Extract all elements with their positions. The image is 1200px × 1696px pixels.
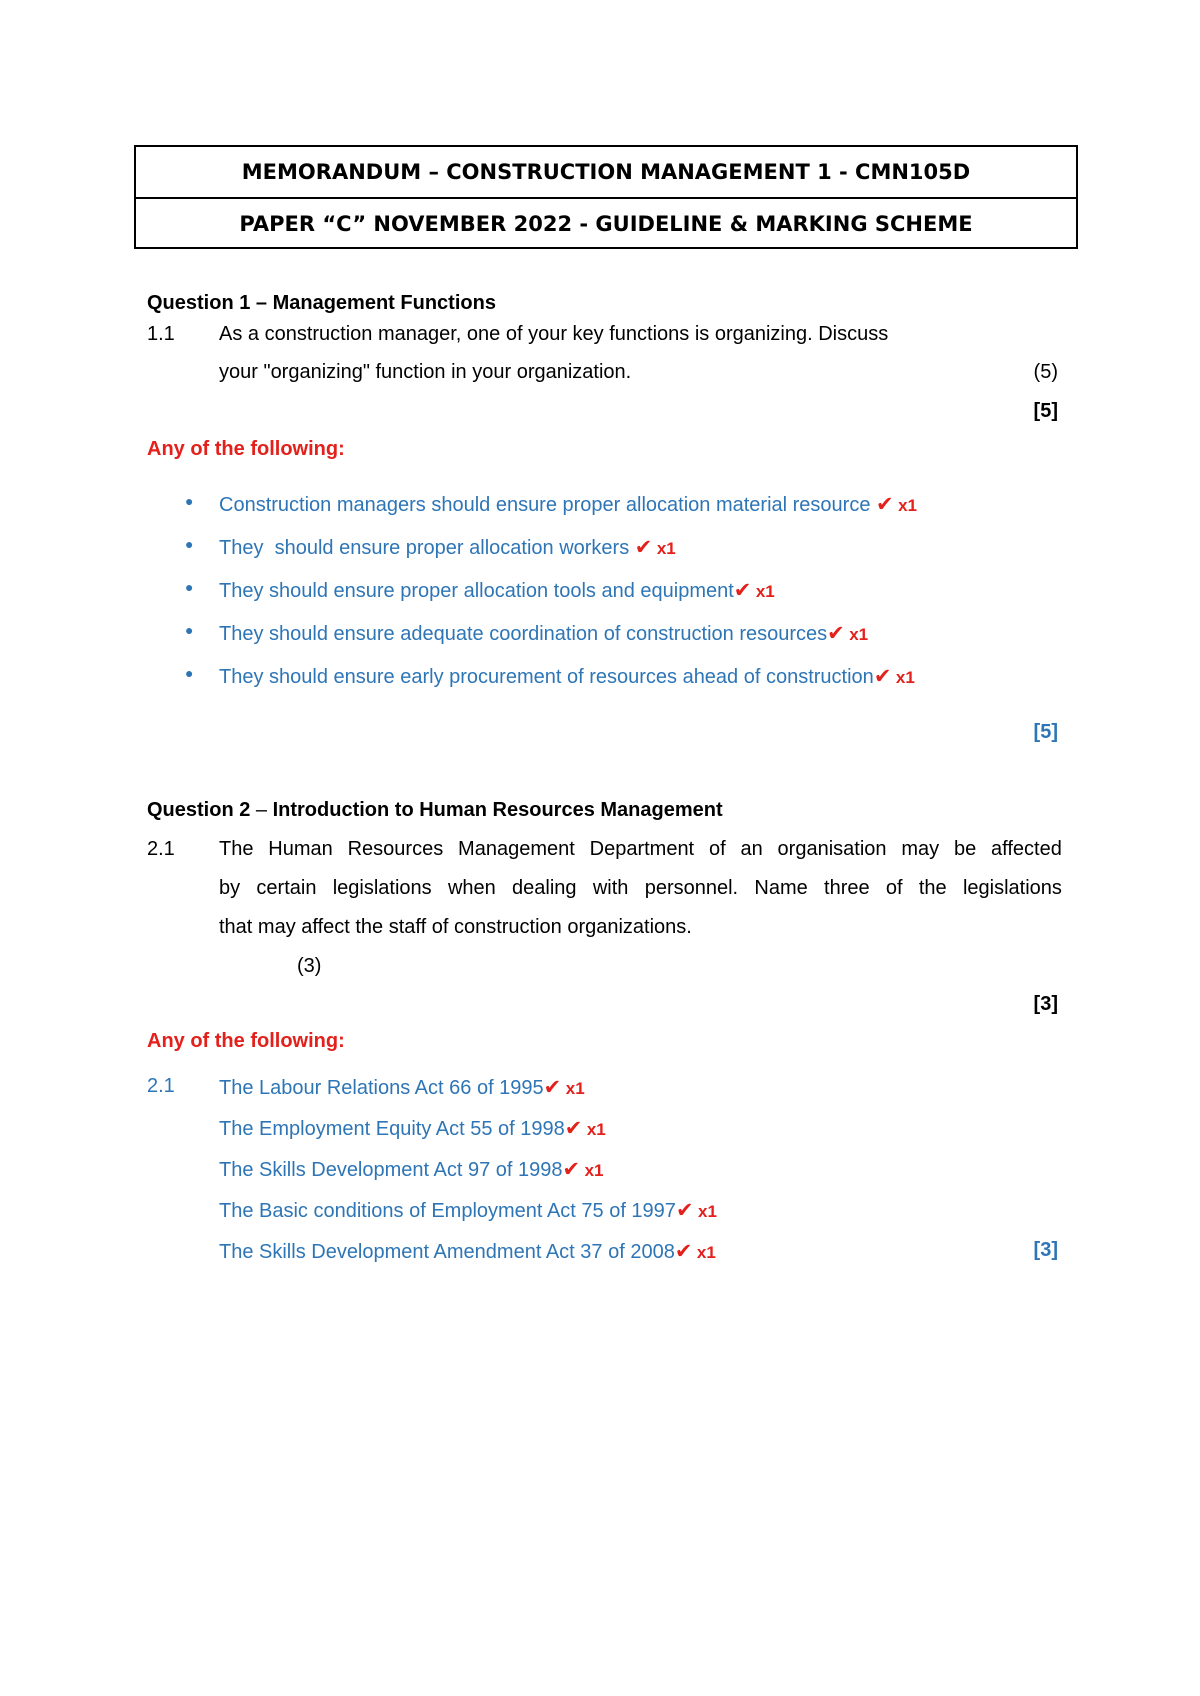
mark-award: x1	[849, 625, 869, 644]
mark-award: x1	[698, 1202, 717, 1221]
question-2-1-text-line-3: that may affect the staff of construction organizations.	[219, 916, 692, 938]
word: certain	[256, 877, 317, 899]
bullet-icon: ●	[185, 536, 194, 552]
question-2-1-text-line-2	[219, 877, 1062, 900]
question-1-answer-heading: Any of the following:	[147, 438, 345, 460]
word: affected	[991, 838, 1062, 860]
check-mark-icon: ✔	[674, 1240, 693, 1263]
answer-text: The Basic conditions of Employment Act 75 of 1997	[219, 1200, 676, 1222]
memo-subtitle: PAPER “C” NOVEMBER 2022 - GUIDELINE & MARKING SCHEME	[239, 212, 973, 236]
word: by	[219, 877, 241, 899]
check-mark-icon: ✔	[562, 1158, 581, 1181]
bullet-icon: ●	[185, 622, 194, 638]
check-mark-icon: ✔	[543, 1076, 562, 1099]
word: The	[219, 838, 254, 860]
question-1-total: [5]	[1033, 400, 1058, 422]
word: when	[447, 877, 496, 899]
answer-list-item	[219, 578, 775, 603]
memo-header-box	[134, 145, 1078, 249]
check-mark-icon: ✔	[675, 1199, 694, 1222]
check-mark-icon: ✔	[733, 579, 752, 602]
question-2-title-part: Introduction to Human Resources Management	[267, 799, 723, 821]
bullet-icon: ●	[185, 665, 194, 681]
word: an	[740, 838, 763, 860]
word: the	[918, 877, 947, 899]
word: of	[885, 877, 903, 899]
question-2-total: [3]	[1033, 993, 1058, 1015]
answer-text: They should ensure adequate coordination of construction resources	[219, 623, 828, 645]
bullet-icon: ●	[185, 493, 194, 509]
answer-text: The Skills Development Act 97 of 1998	[219, 1159, 563, 1181]
mark-award: x1	[656, 539, 676, 558]
mark-award: x1	[565, 1079, 585, 1098]
word: Resources	[347, 838, 444, 860]
answer-list-item	[185, 665, 193, 683]
check-mark-icon: ✔	[564, 1117, 583, 1140]
question-1-1-text-line-2: your "organizing" function in your organization.	[219, 361, 632, 383]
check-mark-icon: ✔	[876, 493, 894, 516]
answer-list-item	[185, 622, 193, 640]
question-1-title: Question 1 – Management Functions	[147, 292, 496, 314]
word: of	[708, 838, 726, 860]
answer-list-item	[185, 493, 193, 511]
question-2-1-marks: (3)	[297, 955, 322, 977]
answer-list-item	[185, 579, 193, 597]
word: Name	[754, 877, 808, 899]
word: may	[901, 838, 940, 860]
answer-list-item	[219, 1239, 716, 1264]
answer-list-item	[219, 1157, 604, 1182]
question-1-answer-total: [5]	[1033, 721, 1058, 743]
word: be	[953, 838, 977, 860]
answer-list-item	[219, 1075, 585, 1100]
word: Management	[458, 838, 575, 860]
answer-text: The Employment Equity Act 55 of 1998	[219, 1118, 565, 1140]
question-2-1-text-line-1	[219, 838, 1062, 861]
mark-award: x1	[755, 582, 775, 601]
word: three	[824, 877, 870, 899]
word: Human	[268, 838, 333, 860]
word: personnel.	[644, 877, 739, 899]
check-mark-icon: ✔	[634, 536, 653, 559]
answer-list-item	[219, 621, 868, 646]
mark-award: x1	[586, 1120, 606, 1139]
word: with	[592, 877, 629, 899]
check-mark-icon: ✔	[873, 665, 892, 688]
question-2-1-number: 2.1	[147, 838, 175, 860]
mark-award: x1	[584, 1161, 604, 1180]
answer-text: The Skills Development Amendment Act 37 of 2008	[219, 1241, 675, 1263]
answer-list-item	[219, 535, 676, 560]
answer-text: They should ensure early procurement of resources ahead of construction	[219, 666, 874, 688]
word: organisation	[777, 838, 887, 860]
answer-list-item	[219, 1198, 717, 1223]
mark-award: x1	[898, 496, 917, 515]
answer-list-item	[219, 664, 915, 689]
check-mark-icon: ✔	[827, 622, 845, 645]
word: Department	[589, 838, 695, 860]
question-1-1-marks: (5)	[1033, 361, 1058, 383]
question-2-title	[147, 799, 723, 822]
word: legislations	[962, 877, 1062, 899]
answer-list-item	[185, 536, 193, 554]
question-2-title-dash: –	[255, 799, 268, 821]
question-1-1-number: 1.1	[147, 323, 175, 345]
word: dealing	[512, 877, 577, 899]
answer-2-1-number: 2.1	[147, 1075, 175, 1097]
word: legislations	[332, 877, 432, 899]
mark-award: x1	[895, 668, 915, 687]
bullet-icon: ●	[185, 579, 194, 595]
answer-text: The Labour Relations Act 66 of 1995	[219, 1077, 544, 1099]
answer-list-item	[219, 1116, 606, 1141]
answer-list-item	[219, 492, 917, 517]
question-2-answer-heading: Any of the following:	[147, 1030, 345, 1052]
question-1-1-text-line-1: As a construction manager, one of your key functions is organizing. Discuss	[219, 323, 889, 345]
memo-title: MEMORANDUM – CONSTRUCTION MANAGEMENT 1 - CMN105D	[136, 147, 1076, 199]
question-2-title-part: Question 2	[147, 799, 256, 821]
mark-award: x1	[696, 1243, 716, 1262]
answer-text: They should ensure proper allocation workers	[219, 537, 635, 559]
answer-text: They should ensure proper allocation tools and equipment	[219, 580, 734, 602]
question-2-answer-total: [3]	[1033, 1239, 1058, 1261]
answer-text: Construction managers should ensure proper allocation material resource	[219, 494, 877, 516]
